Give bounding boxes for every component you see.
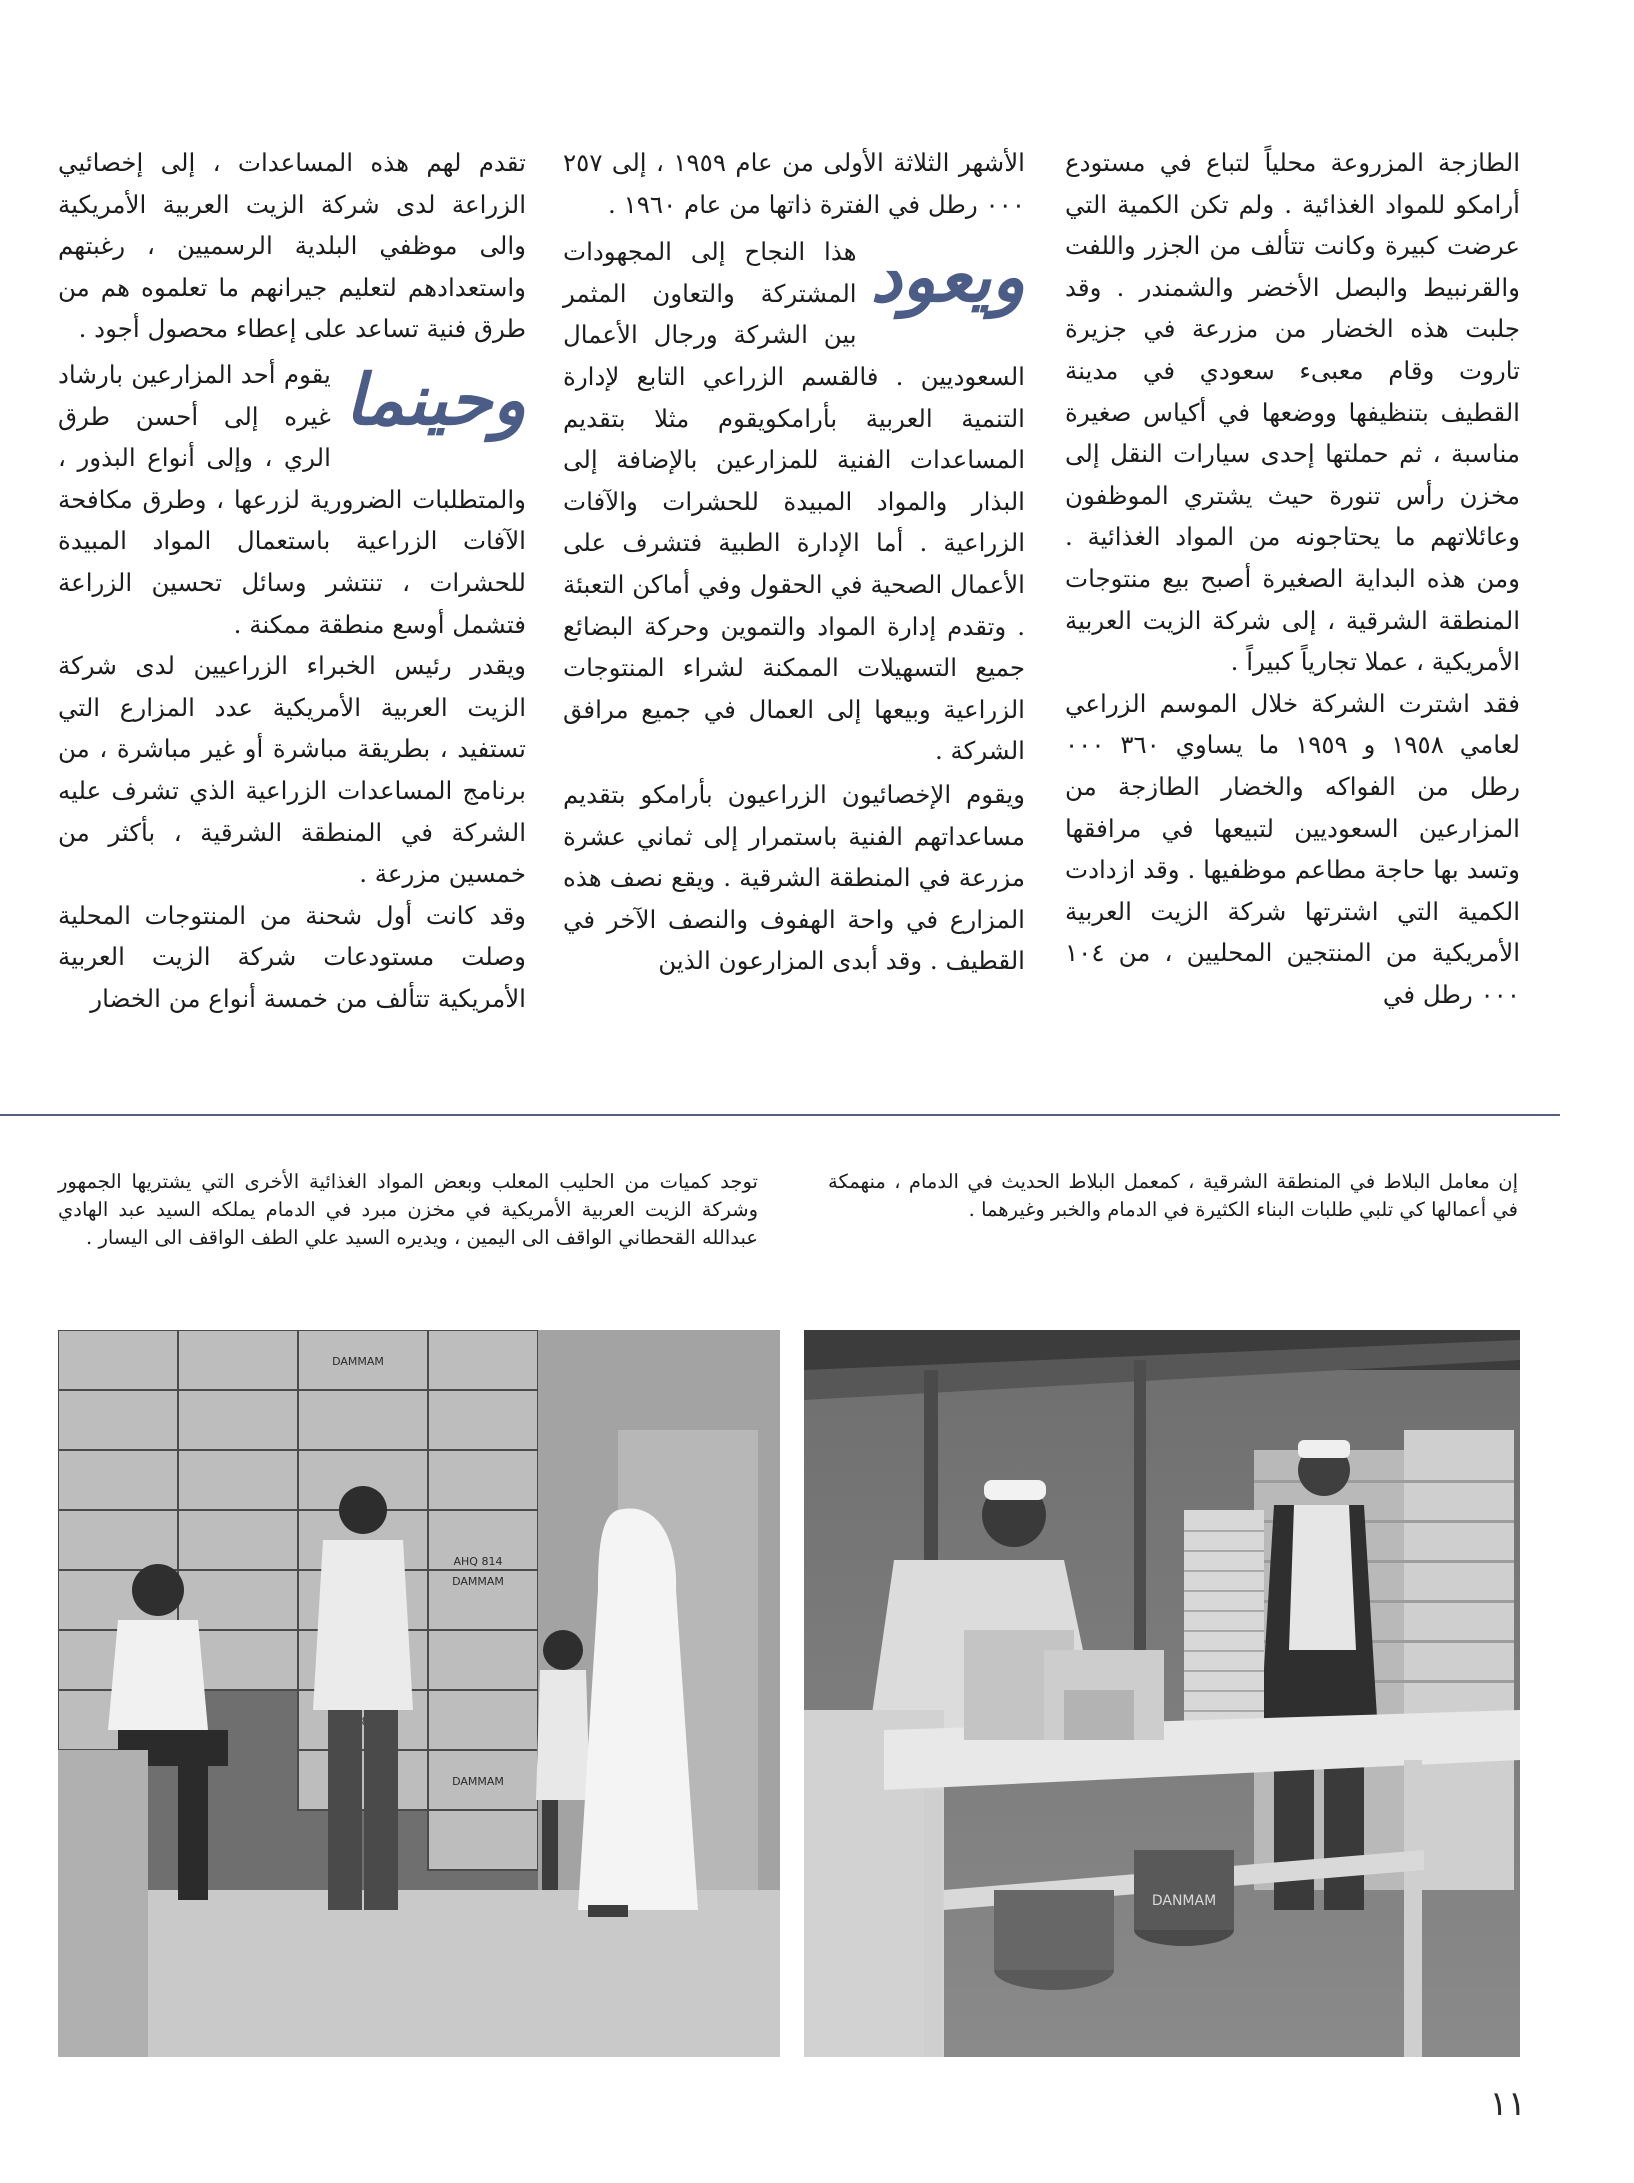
article-column-left <box>58 142 526 1019</box>
section-divider <box>0 1114 1560 1116</box>
article-paragraph-text: هذا النجاح إلى المجهودات المشتركة والتعاون المثمر بين الشركة ورجال الأعمال السعوديين . فالقسم الزراعي التابع لإدارة التنمية العربية بأرامكويقوم مثلا بتقديم المساعدات الفنية للمزارعين بالإضافة إلى البذار والمواد المبيدة للحشرات والآفات الزراعية . أما الإدارة الطبية فتشرف على الأعمال الصحية في الحقول وفي أماكن التعبئة . وتقدم إدارة المواد والتموين وحركة البضائع جميع التسهيلات الممكنة لشراء المنتوجات الزراعية وبيعها إلى العمال في جميع مرافق الشركة . <box>563 237 1025 766</box>
page-number: ١١ <box>1489 2084 1526 2124</box>
article-column-right <box>1065 142 1520 1015</box>
dropcap-word: ويعود <box>870 236 1025 319</box>
box-label: DAMMAM <box>452 1575 504 1588</box>
article-paragraph: وقد كانت أول شحنة من المنتوجات المحلية وصلت مستودعات شركة الزيت العربية الأمريكية تتألف من خمسة أنواع من الخضار <box>58 900 526 1013</box>
warehouse-illustration <box>58 1330 780 2057</box>
article-paragraph-with-dropcap <box>563 231 1025 772</box>
box-label: AHQ 814 <box>453 1555 503 1568</box>
tile-workers-photo <box>804 1330 1520 2057</box>
tile-workers-illustration <box>804 1330 1520 2057</box>
photo-caption-left: توجد كميات من الحليب المعلب وبعض المواد الغذائية الأخرى التي يشتريها الجمهور وشركة الزيت العربية الأمريكية في مخزن مبرد في الدمام يملكه السيد عبد الهادي عبدالله القحطاني الواقف الى اليمين ، ويديره السيد علي الطف الواقف الى اليسار . <box>58 1170 758 1249</box>
article-paragraph: الأشهر الثلاثة الأولى من عام ١٩٥٩ ، إلى ٢٥٧ ٠٠٠ رطل في الفترة ذاتها من عام ١٩٦٠ . <box>563 148 1025 219</box>
article-paragraph: الطازجة المزروعة محلياً لتباع في مستودع أرامكو للمواد الغذائية . ولم تكن الكمية التي عرضت كبيرة وكانت تتألف من الجزر واللفت والقرنبيط والبصل الأخضر والشمندر . وقد جلبت هذه الخضار من مزرعة في جزيرة تاروت وقام معبىء سعودي في مدينة القطيف بتنظيفها ووضعها في أكياس صغيرة مناسبة ، ثم حملتها إحدى سيارات النقل إلى مخزن رأس تنورة حيث يشتري الموظفون وعائلاتهم ما يحتاجونه من المواد الغذائية . ومن هذه البداية الصغيرة أصبح بيع منتوجات المنطقة الشرقية ، إلى شركة الزيت العربية الأمريكية ، عملا تجارياً كبيراً . <box>1065 148 1520 677</box>
article-paragraph-text: يقوم أحد المزارعين بارشاد غيره إلى أحسن طرق الري ، وإلى أنواع البذور ، والمتطلبات الضرورية لزرعها ، وطرق مكافحة الآفات الزراعية باستعمال المواد المبيدة للحشرات ، تنتشر وسائل تحسين الزراعة فتشمل أوسع منطقة ممكنة . <box>58 359 526 639</box>
photo-caption-right: إن معامل البلاط في المنطقة الشرقية ، كمعمل البلاط الحديث في الدمام ، منهمكة في أعمالها كي تلبي طلبات البناء الكثيرة في الدمام والخبر وغيرهما . <box>828 1170 1518 1221</box>
article-column-middle <box>563 142 1025 982</box>
article-paragraph-with-dropcap <box>58 354 526 645</box>
article-paragraph: ويقدر رئيس الخبراء الزراعيين لدى شركة الزيت العربية الأمريكية عدد المزارع التي تستفيد ، بطريقة مباشرة أو غير مباشرة ، من برنامج المساعدات الزراعية الذي تشرف عليه الشركة في المنطقة الشرقية ، بأكثر من خمسين مزرعة . <box>58 651 526 889</box>
box-label: DAMMAM <box>452 1775 504 1788</box>
article-paragraph: ويقوم الإخصائيون الزراعيون بأرامكو بتقديم مساعداتهم الفنية باستمرار إلى ثماني عشرة مزرعة في المنطقة الشرقية . ويقع نصف هذه المزارع في واحة الهفوف والنصف الآخر في القطيف . وقد أبدى المزارعون الذين <box>563 779 1025 976</box>
article-paragraph: تقدم لهم هذه المساعدات ، إلى إخصائيي الزراعة لدى شركة الزيت العربية الأمريكية والى موظفي البلدية الرسميين ، رغبتهم واستعدادهم لتعليم جيرانهم ما تعلموه هم من طرق فنية تساعد على إعطاء محصول أجود . <box>58 148 526 344</box>
box-label: DAMMAM <box>332 1355 384 1368</box>
dropcap-word: وحينما <box>344 358 526 441</box>
warehouse-photo <box>58 1330 780 2057</box>
article-paragraph: فقد اشترت الشركة خلال الموسم الزراعي لعامي ١٩٥٨ و ١٩٥٩ ما يساوي ٣٦٠ ٠٠٠ رطل من الفواكه والخضار الطازجة من المزارعين السعوديين لتبيعها في مرافقها وتسد بها حاجة مطاعم موظفيها . وقد ازدادت الكمية التي اشترتها شركة الزيت العربية الأمريكية من المنتجين المحليين ، من ١٠٤ ٠٠٠ رطل في <box>1065 688 1520 1009</box>
crate-label: DANMAM <box>1151 1893 1217 1909</box>
